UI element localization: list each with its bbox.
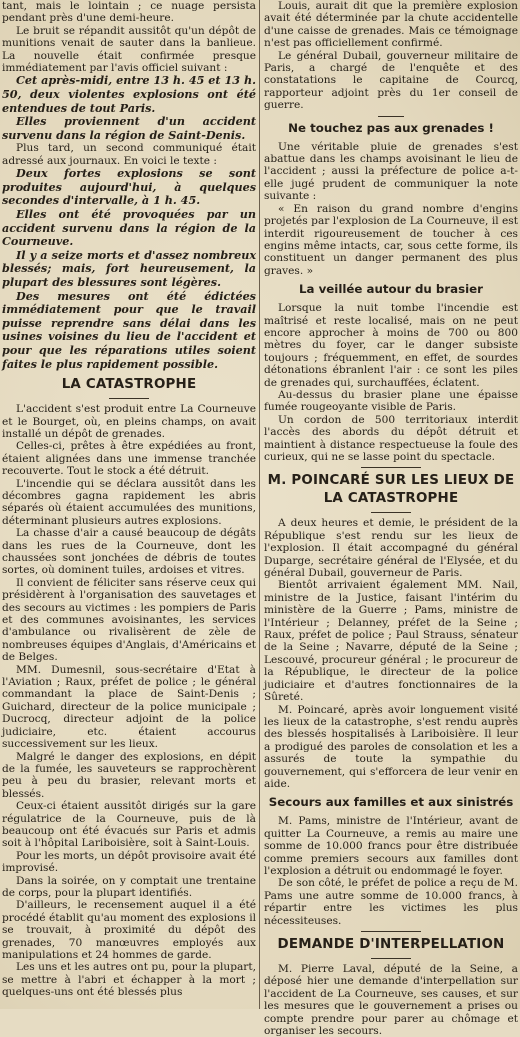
paragraph: A deux heures et demie, le président de la République s'est rendu sur les lieux de l'explosion. Il était accompagné du général Duparge, secrétaire général de l'Elysée, et du général Dubail, gouverneur de Paris. [264,517,518,580]
paragraph: Plus tard, un second communiqué était adressé aux journaux. En voici le texte : [2,142,256,167]
section-heading: M. POINCARÉ SUR LES LIEUX DE LA CATASTROPHE [267,473,515,507]
paragraph: Dans la soirée, on y comptait une trentaine de corps, pour la plupart identifiés. [2,874,256,899]
paragraph: Le bruit se répandit aussitôt qu'un dépôt de munitions venait de sauter dans la banlieue. La nouvelle était confirmée presque immédiatement par l'avis officiel suivant : [2,24,256,75]
communique-line: Cet après-midi, entre 13 h. 45 et 13 h. 50, deux violentes explosions ont été entendues de tout Paris. [2,73,256,115]
paragraph: Au-dessus du brasier plane une épaisse fumée rougeoyante visible de Paris. [264,388,518,414]
section-rule [264,463,518,472]
paragraph: Pour les morts, un dépôt provisoire avait été improvisé. [2,849,256,875]
communique-line: Il y a seize morts et d'assez nombreux blessés; mais, fort heureusement, la plupart des blessures sont légères. [2,247,256,289]
column-rule [259,0,260,1009]
communique-line: Deux fortes explosions se sont produites aujourd'hui, à quelques secondes d'intervalle, à 1 h. 45. [2,166,256,208]
paragraph: tant, mais le lointain ; ce nuage persista pendant près d'une demi-heure. [2,0,256,25]
paragraph: Celles-ci, prêtes à être expédiées au front, étaient alignées dans une immense tranchée recouverte. Tout le stock a été détruit. [2,440,256,478]
paragraph: « En raison du grand nombre d'engins projetés par l'explosion de La Courneuve, il est interdit rigoureusement de toucher à ces engins même intacts, car, sous cette forme, ils constituent un danger permanent des plus graves. » [264,202,518,277]
section-heading: DEMANDE D'INTERPELLATION [277,937,505,952]
section-rule [264,927,518,936]
section-heading: Secours aux familles et aux sinistrés [268,795,514,810]
paragraph: Les uns et les autres ont pu, pour la plupart, se mettre à l'abri et échapper à la mort ; quelques-uns ont été blessés plus [2,961,256,999]
paragraph: D'ailleurs, le recensement auquel il a été procédé établit qu'au moment des explosions il se trouvait, à proximité du dépôt des grenades, 70 manœuvres employés aux manipulations et 24 hommes de garde. [2,899,256,961]
section-heading: La veillée autour du brasier [299,282,483,297]
paragraph: Ceux-ci étaient aussitôt dirigés sur la gare régulatrice de la Courneuve, puis de là beaucoup ont été évacués sur Paris et admis soit à l'hôpital Lariboisière, soit à Saint-Louis. [2,800,256,850]
paragraph: Une véritable pluie de grenades s'est abattue dans les champs avoisinant le lieu de l'accident ; aussi la préfecture de police a-t-elle jugé prudent de communiquer la note suivante : [264,140,518,203]
paragraph: De son côté, le préfet de police a reçu de M. Pams une autre somme de 10.000 francs, à répartir entre les victimes les plus nécessiteuses. [264,877,518,927]
communique-line: Elles proviennent d'un accident survenu dans la région de Saint-Denis. [2,114,256,142]
paragraph: M. Pierre Laval, député de la Seine, a déposé hier une demande d'interpellation sur l'accident de La Courneuve, ses causes, et sur les mesures que le gouvernement a prises ou compte prendre pour parer au chômage et organiser les secours. [264,963,518,1037]
paragraph: Il convient de féliciter sans réserve ceux qui présidèrent à l'organisation des sauvetages et des secours au victimes : les pompiers de Paris et des communes avoisinantes, les services d'ambulance ou rivalisèrent de zèle de nombreuses équipes d'Anglais, d'Américains et de Belges. [2,576,256,664]
paragraph: Louis, aurait dit que la première explosion avait été déterminée par la chute accidentelle d'une caisse de grenades. Mais ce témoignage n'est pas officiellement confirmé. [264,0,518,50]
paragraph: Malgré le danger des explosions, en dépit de la fumée, les sauveteurs se rapprochèrent peu à peu du brasier, relevant morts et blessés. [2,750,256,800]
paragraph: Le général Dubail, gouverneur militaire de Paris, a chargé de l'enquête et des constatations le capitaine de Courcq, rapporteur adjoint près du 1er conseil de guerre. [264,49,518,112]
left-column [2,0,256,1009]
section-rule [264,112,518,121]
heading-rule [264,954,518,963]
paragraph: MM. Dumesnil, sous-secrétaire d'Etat à l'Aviation ; Raux, préfet de police ; le général commandant la place de Saint-Denis ; Guichard, directeur de la police municipale ; Ducrocq, directeur adjoint de la police judiciaire, etc. étaient accourus successivement sur les lieux. [2,663,256,751]
paragraph: M. Poincaré, après avoir longuement visité les lieux de la catastrophe, s'est rendu auprès des blessés hospitalisés à Lariboisière. Il leur a prodigué des paroles de consolation et les a assurés de toute la sympathie du gouvernement, qui s'efforcera de leur venir en aide. [264,703,518,790]
paragraph: Lorsque la nuit tombe l'incendie est maîtrisé et reste localisé, mais on ne peut encore approcher à moins de 700 ou 800 mètres du foyer, car le danger subsiste toujours ; fréquemment, en effet, de sourdes détonations ébranlent l'air : ce sont les piles de grenades qui, surchauffées, éclatent. [264,302,518,389]
section-heading: LA CATASTROPHE [61,377,197,393]
paragraph: L'incendie qui se déclara aussitôt dans les décombres gagna rapidement les abris séparés où étaient accumulées des munitions, déterminant plusieurs autres explosions. [2,477,256,527]
paragraph: M. Pams, ministre de l'Intérieur, avant de quitter La Courneuve, a remis au maire une somme de 10.000 francs pour être distribuée comme premiers secours aux familles dont l'explosion a détruit ou endommagé le foyer. [264,815,518,877]
paragraph: Un cordon de 500 territoriaux interdit l'accès des abords du dépôt détruit et maintient à distance respectueuse la foule des curieux, qui ne se lasse point du spectacle. [264,413,518,463]
communique-line: Des mesures ont été édictées immédiatement pour que le travail puisse reprendre sans délai dans les usines voisines du lieu de l'accident et pour que les réparations utiles soient faites le plus rapidement possible. [2,288,256,371]
heading-rule [264,508,518,517]
communique-line: Elles ont été provoquées par un accident survenu dans la région de la Courneuve. [2,207,256,249]
paragraph: Bientôt arrivaient également MM. Nail, ministre de la Justice, faisant l'intérim du ministère de la Guerre ; Pams, ministre de l'Intérieur ; Delanney, préfet de la Seine ; Raux, préfet de police ; Paul Strauss, sénateur de la Seine ; Navarre, député de la Seine ; Lescouvé, procureur général ; le procureur de la République, le directeur de la police judiciaire et d'autres fonctionnaires de la Sûreté. [264,579,518,704]
right-column [264,0,518,1037]
paragraph: La chasse d'air a causé beaucoup de dégâts dans les rues de la Courneuve, dont les chaussées sont jonchées de débris de toutes sortes, où dominent tuiles, ardoises et vitres. [2,527,256,577]
section-heading: Ne touchez pas aux grenades ! [288,120,494,135]
paragraph: L'accident s'est produit entre La Courneuve et le Bourget, où, en pleins champs, on avait installé un dépôt de grenades. [2,403,256,440]
heading-rule [2,394,256,403]
